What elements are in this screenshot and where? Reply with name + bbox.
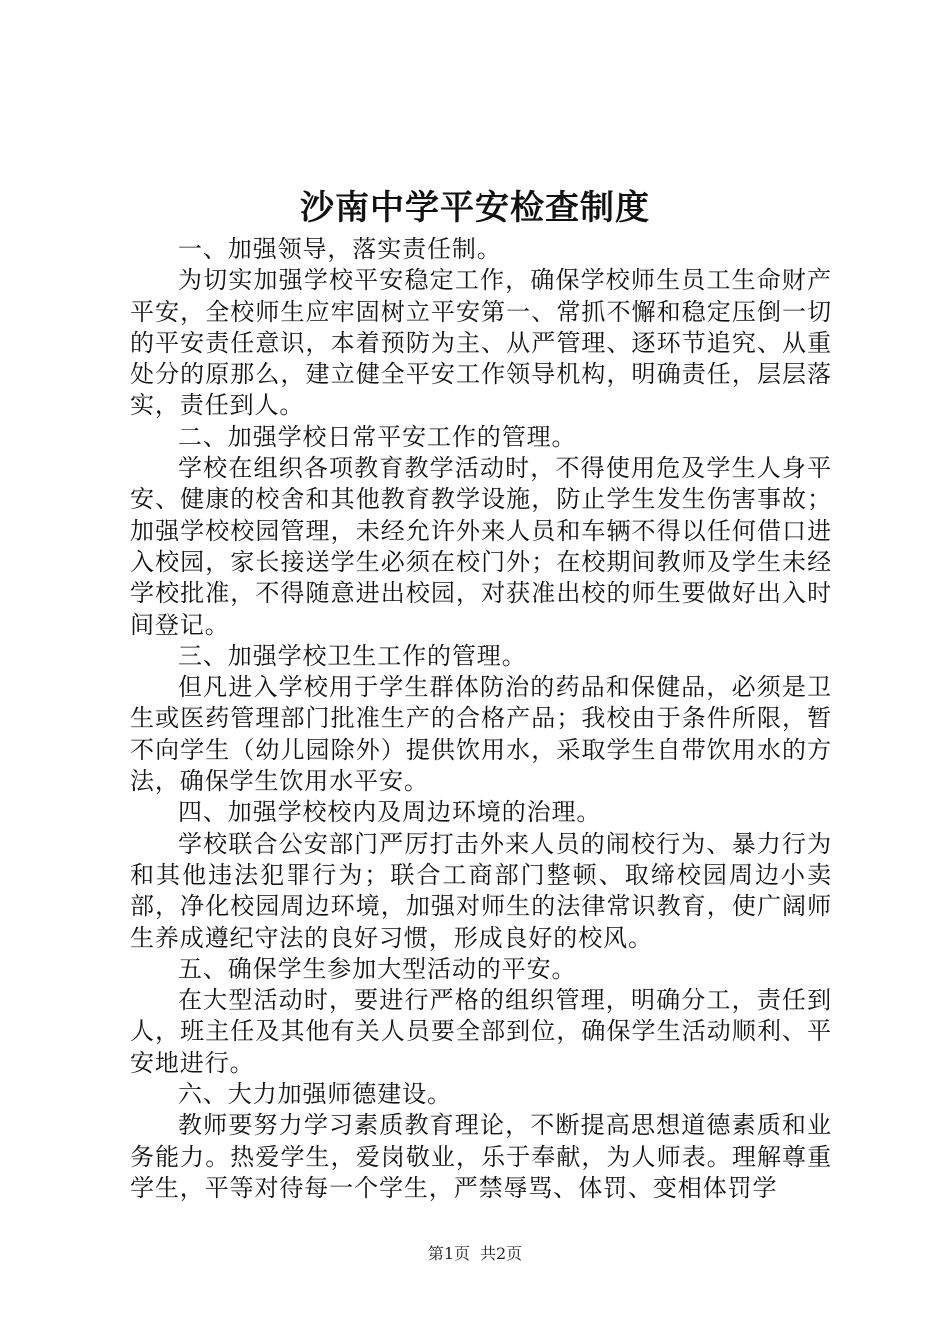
page-number: 第1页 <box>427 1244 470 1263</box>
page-total: 共2页 <box>480 1244 523 1263</box>
document-body <box>130 234 832 1204</box>
section-heading: 五、确保学生参加大型活动的平安。 <box>178 954 577 983</box>
section-paragraph: 在大型活动时，要进行严格的组织管理，明确分工，责任到人，班主任及其他有关人员要全部到位，确保学生活动顺利、平安地进行。 <box>130 986 832 1077</box>
section-heading: 四、加强学校校内及周边环境的治理。 <box>178 798 602 827</box>
section-heading: 二、加强学校日常平安工作的管理。 <box>178 422 577 451</box>
section-heading: 六、大力加强师德建设。 <box>178 1080 452 1109</box>
page-footer <box>0 1243 950 1265</box>
section-paragraph: 但凡进入学校用于学生群体防治的药品和保健品，必须是卫生或医药管理部门批准生产的合格产品；我校由于条件所限，暂不向学生（幼儿园除外）提供饮用水，采取学生自带饮用水的方法，确保学生饮用水平安。 <box>130 673 832 796</box>
section-paragraph: 为切实加强学校平安稳定工作，确保学校师生员工生命财产平安，全校师生应牢固树立平安第一、常抓不懈和稳定压倒一切的平安责任意识，本着预防为主、从严管理、逐环节追究、从重处分的原那么，建立健全平安工作领导机构，明确责任，层层落实，责任到人。 <box>130 266 832 420</box>
section-paragraph: 学校在组织各项教育教学活动时，不得使用危及学生人身平安、健康的校舍和其他教育教学设施，防止学生发生伤害事故；加强学校校园管理，未经允许外来人员和车辆不得以任何借口进入校园，家长接送学生必须在校门外；在校期间教师及学生未经学校批准，不得随意进出校园，对获准出校的师生要做好出入时间登记。 <box>130 454 832 639</box>
document-title: 沙南中学平安检查制度 <box>300 188 650 228</box>
section-paragraph: 学校联合公安部门严厉打击外来人员的闹校行为、暴力行为和其他违法犯罪行为；联合工商部门整顿、取缔校园周边小卖部，净化校园周边环境，加强对师生的法律常识教育，使广阔师生养成遵纪守法的良好习惯，形成良好的校风。 <box>130 829 832 952</box>
section-paragraph: 教师要努力学习素质教育理论，不断提高思想道德素质和业务能力。热爱学生，爱岗敬业，乐于奉献，为人师表。理解尊重学生，平等对待每一个学生，严禁辱骂、体罚、变相体罚学 <box>130 1111 832 1202</box>
section-heading: 三、加强学校卫生工作的管理。 <box>178 641 527 670</box>
section-heading: 一、加强领导，落实责任制。 <box>178 235 502 263</box>
